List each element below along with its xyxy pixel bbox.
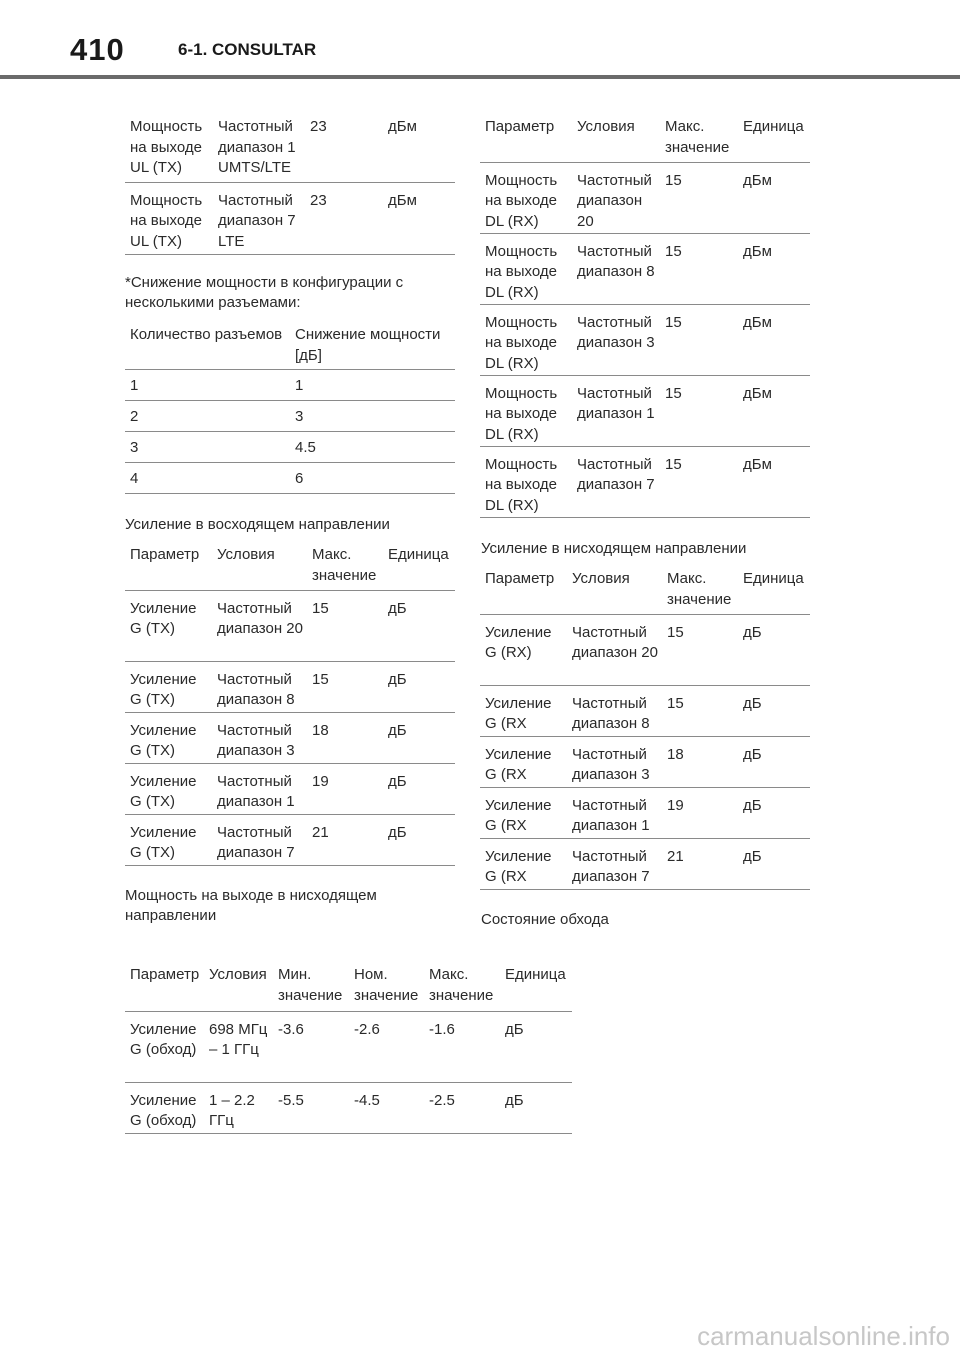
table-row: [480, 685, 810, 736]
table-row: [125, 1082, 572, 1133]
downlink-gain-table-block: [480, 569, 810, 890]
table-header-row: [125, 325, 455, 369]
table-cell: дБм: [738, 233, 810, 304]
page-header: [0, 0, 960, 80]
table-cell: Частотный диапазон 1 UMTS/LTE: [213, 117, 305, 182]
table-header-cell: Макс. значение: [662, 569, 738, 614]
table-header-cell: Снижение мощности [дБ]: [290, 325, 455, 369]
table-cell: 15: [660, 375, 738, 446]
table-cell: дБ: [738, 787, 810, 838]
table-cell: Мощность на выходе DL (RX): [480, 375, 572, 446]
table-cell: дБ: [500, 1082, 572, 1133]
table-cell: -1.6: [424, 1011, 500, 1082]
table-header-cell: Параметр: [480, 117, 572, 162]
table-row: [480, 614, 810, 685]
table-header-row: [480, 117, 810, 162]
table-row: [480, 233, 810, 304]
table-row: [125, 712, 455, 763]
table-row: [480, 446, 810, 517]
table-cell: Усиление G (TX): [125, 763, 212, 814]
table-row: [125, 400, 455, 431]
table-header-cell: Макс. значение: [307, 545, 383, 590]
table-header-cell: Количество разъемов: [125, 325, 290, 369]
table-cell: 698 МГц – 1 ГГц: [204, 1011, 273, 1082]
section-title: 6-1. CONSULTAR: [178, 40, 317, 59]
table-header-cell: Единица: [383, 545, 455, 590]
table-cell: Мощность на выходе DL (RX): [480, 162, 572, 233]
table-row: [125, 117, 455, 182]
table-cell: 19: [662, 787, 738, 838]
table-row: [125, 462, 455, 493]
table-row: [125, 182, 455, 254]
table-cell: дБм: [738, 304, 810, 375]
table-cell: Усиление G (RX: [480, 787, 567, 838]
table-cell: Частотный диапазон 8: [567, 685, 662, 736]
table-cell: 6: [290, 462, 455, 493]
table-cell: 15: [307, 590, 383, 661]
table-cell: 21: [307, 814, 383, 865]
table-row: [125, 814, 455, 865]
table-cell: 15: [662, 685, 738, 736]
table-cell: 15: [660, 233, 738, 304]
table-cell: 3: [125, 431, 290, 462]
table-cell: дБ: [500, 1011, 572, 1082]
table-header-cell: Условия: [204, 965, 273, 1011]
uplink-gain-table: [125, 545, 455, 866]
table-cell: Частотный диапазон 20: [572, 162, 660, 233]
table-cell: Частотный диапазон 7: [212, 814, 307, 865]
downlink-gain-table: [480, 569, 810, 890]
table-cell: Мощность на выходе DL (RX): [480, 304, 572, 375]
table-cell: 4: [125, 462, 290, 493]
header-rule: [0, 75, 960, 79]
table-cell: Частотный диапазон 3: [212, 712, 307, 763]
table-row: [125, 369, 455, 400]
table-cell: Частотный диапазон 7: [567, 838, 662, 889]
watermark: carmanualsonline.info: [697, 1321, 950, 1351]
table-cell: Частотный диапазон 20: [212, 590, 307, 661]
table-cell: дБ: [383, 661, 455, 712]
table-cell: Частотный диапазон 20: [567, 614, 662, 685]
downlink-gain-heading: Усиление в нисходящем направлении: [481, 540, 747, 557]
table-cell: дБ: [738, 838, 810, 889]
table-cell: 15: [660, 304, 738, 375]
table-header-cell: Единица: [738, 117, 810, 162]
table-cell: Мощность на выходе UL (TX): [125, 182, 213, 254]
table-cell: Усиление G (RX: [480, 838, 567, 889]
output-ul-table: [125, 117, 455, 255]
table-cell: 21: [662, 838, 738, 889]
table-header-cell: Условия: [572, 117, 660, 162]
table-cell: -2.5: [424, 1082, 500, 1133]
table-cell: Усиление G (RX: [480, 736, 567, 787]
table-cell: дБ: [738, 614, 810, 685]
table-cell: Частотный диапазон 1: [212, 763, 307, 814]
table-header-cell: Ном. значение: [349, 965, 424, 1011]
table-cell: Усиление G (TX): [125, 661, 212, 712]
uplink-gain-heading: Усиление в восходящем направлении: [125, 516, 390, 533]
table-cell: 18: [662, 736, 738, 787]
table-header-cell: Параметр: [480, 569, 567, 614]
table-cell: дБм: [738, 446, 810, 517]
table-row: [125, 431, 455, 462]
table-cell: Частотный диапазон 7: [572, 446, 660, 517]
table-cell: 15: [662, 614, 738, 685]
uplink-gain-table-block: [125, 545, 455, 866]
table-cell: дБ: [738, 685, 810, 736]
bypass-table-block: [125, 965, 572, 1134]
table-row: [125, 763, 455, 814]
table-header-cell: Макс. значение: [660, 117, 738, 162]
table-cell: Частотный диапазон 7 LTE: [213, 182, 305, 254]
table-row: [125, 661, 455, 712]
table-header-cell: Параметр: [125, 545, 212, 590]
table-cell: дБм: [383, 182, 455, 254]
table-header-row: [125, 545, 455, 590]
output-dl-table-block: [480, 117, 810, 518]
table-cell: Частотный диапазон 3: [567, 736, 662, 787]
table-cell: Усиление G (RX: [480, 685, 567, 736]
output-ul-table-block: [125, 117, 455, 255]
table-cell: Усиление G (обход): [125, 1011, 204, 1082]
table-header-cell: Единица: [738, 569, 810, 614]
table-cell: дБ: [383, 590, 455, 661]
reduction-table-block: [125, 325, 455, 494]
table-row: [480, 304, 810, 375]
table-cell: 15: [307, 661, 383, 712]
table-cell: дБ: [383, 763, 455, 814]
table-cell: Усиление G (TX): [125, 590, 212, 661]
bypass-table: [125, 965, 572, 1134]
table-cell: дБ: [383, 712, 455, 763]
table-cell: 3: [290, 400, 455, 431]
table-row: [480, 375, 810, 446]
table-cell: -4.5: [349, 1082, 424, 1133]
reduction-table: [125, 325, 455, 494]
table-cell: 1: [125, 369, 290, 400]
table-row: [480, 838, 810, 889]
table-cell: 15: [660, 446, 738, 517]
table-cell: Частотный диапазон 8: [572, 233, 660, 304]
table-row: [480, 736, 810, 787]
table-cell: 2: [125, 400, 290, 431]
table-cell: Усиление G (TX): [125, 712, 212, 763]
table-cell: -5.5: [273, 1082, 349, 1133]
table-cell: 23: [305, 117, 383, 182]
table-cell: -2.6: [349, 1011, 424, 1082]
table-header-cell: Условия: [567, 569, 662, 614]
table-cell: Частотный диапазон 8: [212, 661, 307, 712]
downlink-power-heading: Мощность на выходе в нисходящем направлении: [125, 887, 377, 924]
table-row: [125, 590, 455, 661]
table-cell: дБ: [383, 814, 455, 865]
table-cell: дБм: [738, 375, 810, 446]
table-cell: Частотный диапазон 3: [572, 304, 660, 375]
table-cell: Мощность на выходе DL (RX): [480, 446, 572, 517]
table-cell: дБм: [383, 117, 455, 182]
table-cell: 4.5: [290, 431, 455, 462]
table-header-cell: Макс. значение: [424, 965, 500, 1011]
table-row: [125, 1011, 572, 1082]
table-cell: Усиление G (RX): [480, 614, 567, 685]
table-cell: 19: [307, 763, 383, 814]
table-row: [480, 162, 810, 233]
table-cell: Усиление G (TX): [125, 814, 212, 865]
table-cell: 1: [290, 369, 455, 400]
table-header-cell: Единица: [500, 965, 572, 1011]
table-cell: Частотный диапазон 1: [572, 375, 660, 446]
table-header-cell: Параметр: [125, 965, 204, 1011]
bypass-heading: Состояние обхода: [481, 911, 609, 928]
table-cell: Частотный диапазон 1: [567, 787, 662, 838]
table-cell: Мощность на выходе DL (RX): [480, 233, 572, 304]
table-cell: дБм: [738, 162, 810, 233]
table-header-cell: Мин. значение: [273, 965, 349, 1011]
table-cell: 1 – 2.2 ГГц: [204, 1082, 273, 1133]
table-cell: Мощность на выходе UL (TX): [125, 117, 213, 182]
table-cell: 23: [305, 182, 383, 254]
table-row: [480, 787, 810, 838]
note-text: *Снижение мощности в конфигурации с несколькими разъемами:: [125, 274, 404, 311]
table-header-row: [125, 965, 572, 1011]
table-header-cell: Условия: [212, 545, 307, 590]
table-header-row: [480, 569, 810, 614]
table-cell: Усиление G (обход): [125, 1082, 204, 1133]
table-cell: 15: [660, 162, 738, 233]
table-cell: дБ: [738, 736, 810, 787]
table-cell: 18: [307, 712, 383, 763]
output-dl-table: [480, 117, 810, 518]
page-number: 410: [70, 32, 125, 67]
table-cell: -3.6: [273, 1011, 349, 1082]
